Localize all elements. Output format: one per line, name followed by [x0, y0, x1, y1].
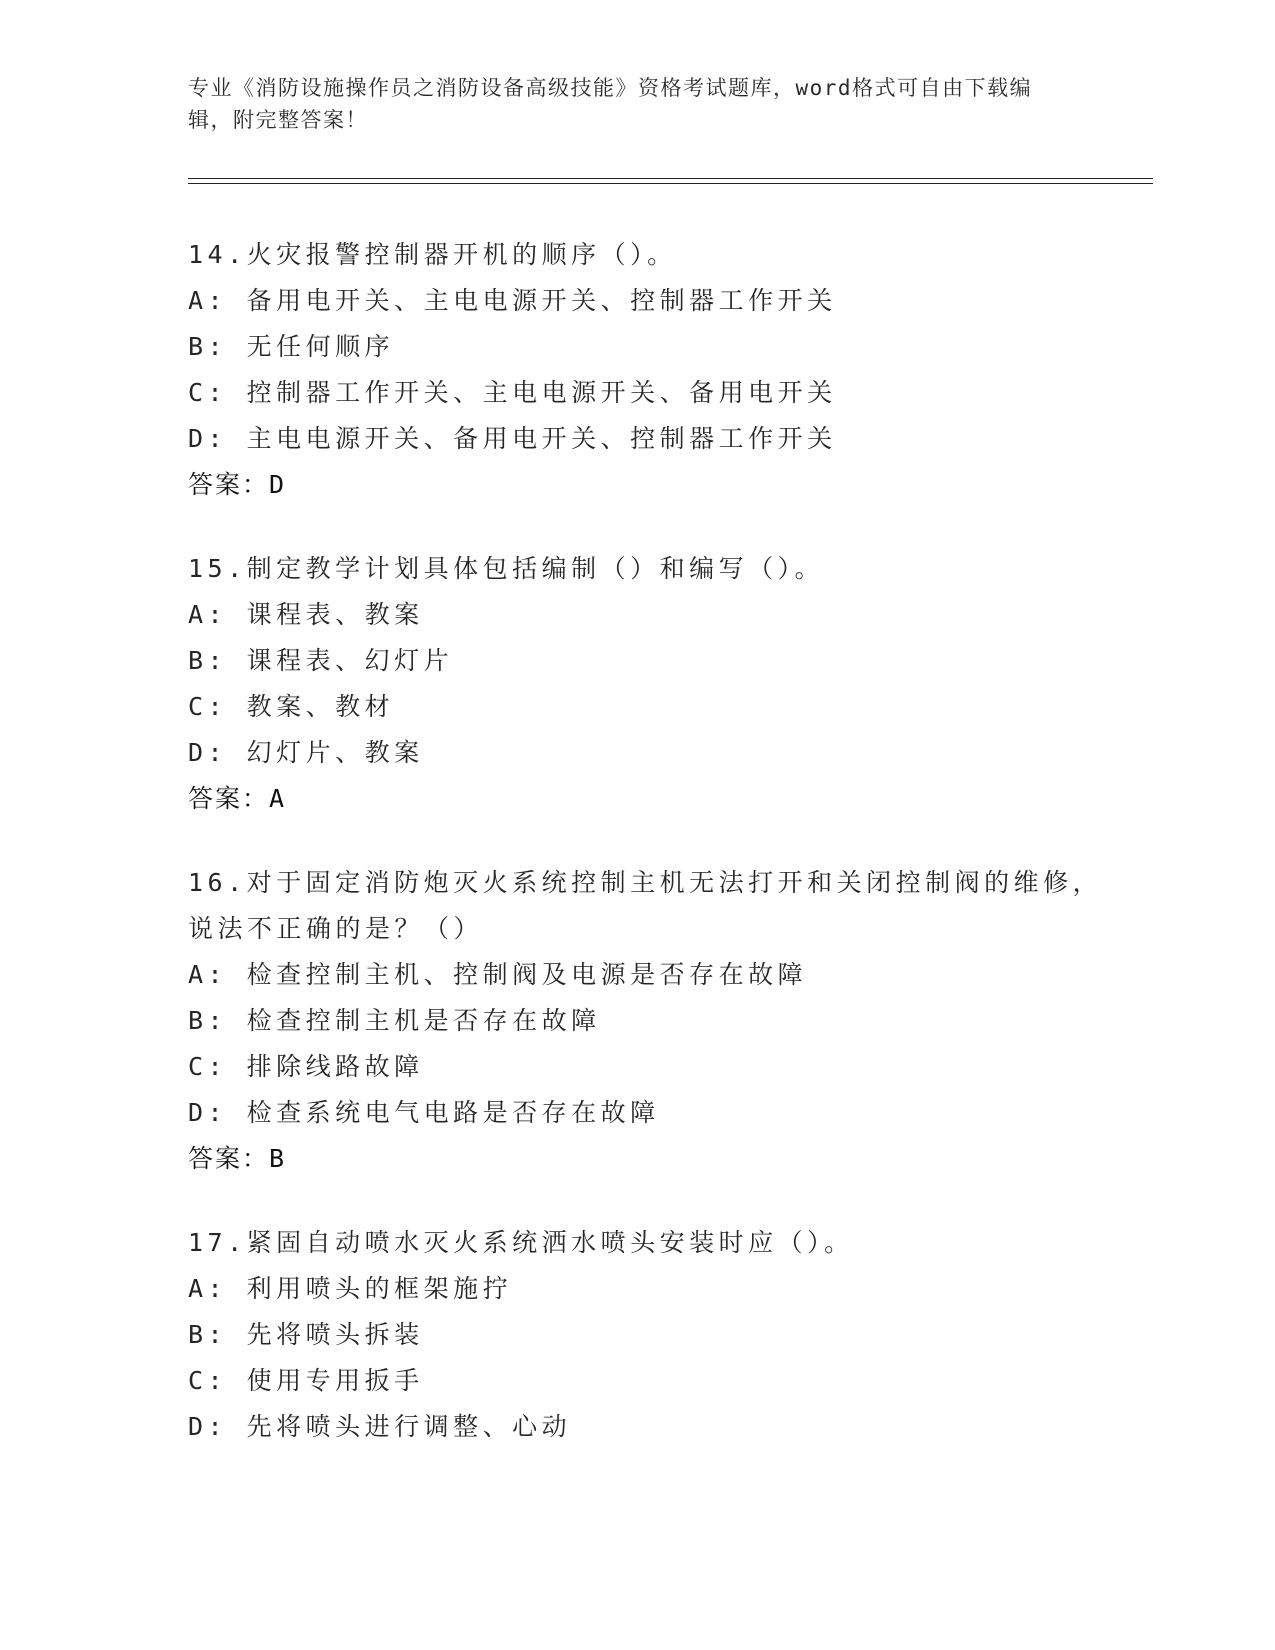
- option-d: D: 幻灯片、教案: [188, 738, 424, 767]
- option-a: A: 利用喷头的框架施拧: [188, 1274, 513, 1303]
- option-a: A: 检查控制主机、控制阀及电源是否存在故障: [188, 960, 808, 989]
- option-d: D: 先将喷头进行调整、心动: [188, 1412, 572, 1441]
- option-a: A: 课程表、教案: [188, 600, 424, 629]
- header-divider-top: [188, 178, 1153, 179]
- option-a: A: 备用电开关、主电电源开关、控制器工作开关: [188, 286, 837, 315]
- answer-line: [188, 776, 1108, 822]
- answer-line: [188, 1136, 1108, 1182]
- answer-line: [188, 462, 1108, 508]
- answer-value: B: [269, 1144, 287, 1173]
- option-c: C: 控制器工作开关、主电电源开关、备用电开关: [188, 378, 837, 407]
- question-17: [188, 1220, 1108, 1450]
- document-header: 专业《消防设施操作员之消防设备高级技能》资格考试题库，word格式可自由下载编辑，附完整答案！: [188, 76, 1033, 132]
- answer-value: D: [269, 470, 287, 499]
- option-b: B: 先将喷头拆装: [188, 1320, 424, 1349]
- question-stem: 17.紧固自动喷水灭火系统洒水喷头安装时应（）。: [188, 1228, 854, 1257]
- header-divider-bottom: [188, 183, 1153, 184]
- question-list: [188, 232, 1108, 1488]
- answer-label: 答案：: [188, 1144, 270, 1173]
- question-stem: 16.对于固定消防炮灭火系统控制主机无法打开和关闭控制阀的维修，说法不正确的是？（）: [188, 868, 1103, 943]
- question-15: [188, 546, 1108, 822]
- question-16: [188, 860, 1108, 1182]
- question-stem: 15.制定教学计划具体包括编制（）和编写（）。: [188, 554, 825, 583]
- option-c: C: 使用专用扳手: [188, 1366, 424, 1395]
- question-14: [188, 232, 1108, 508]
- option-d: D: 检查系统电气电路是否存在故障: [188, 1098, 660, 1127]
- option-b: B: 无任何顺序: [188, 332, 395, 361]
- option-b: B: 检查控制主机是否存在故障: [188, 1006, 601, 1035]
- question-stem: 14.火灾报警控制器开机的顺序（）。: [188, 240, 677, 269]
- answer-value: A: [269, 784, 287, 813]
- option-c: C: 排除线路故障: [188, 1052, 424, 1081]
- answer-label: 答案：: [188, 470, 270, 499]
- answer-label: 答案：: [188, 784, 270, 813]
- option-d: D: 主电电源开关、备用电开关、控制器工作开关: [188, 424, 837, 453]
- option-c: C: 教案、教材: [188, 692, 395, 721]
- option-b: B: 课程表、幻灯片: [188, 646, 454, 675]
